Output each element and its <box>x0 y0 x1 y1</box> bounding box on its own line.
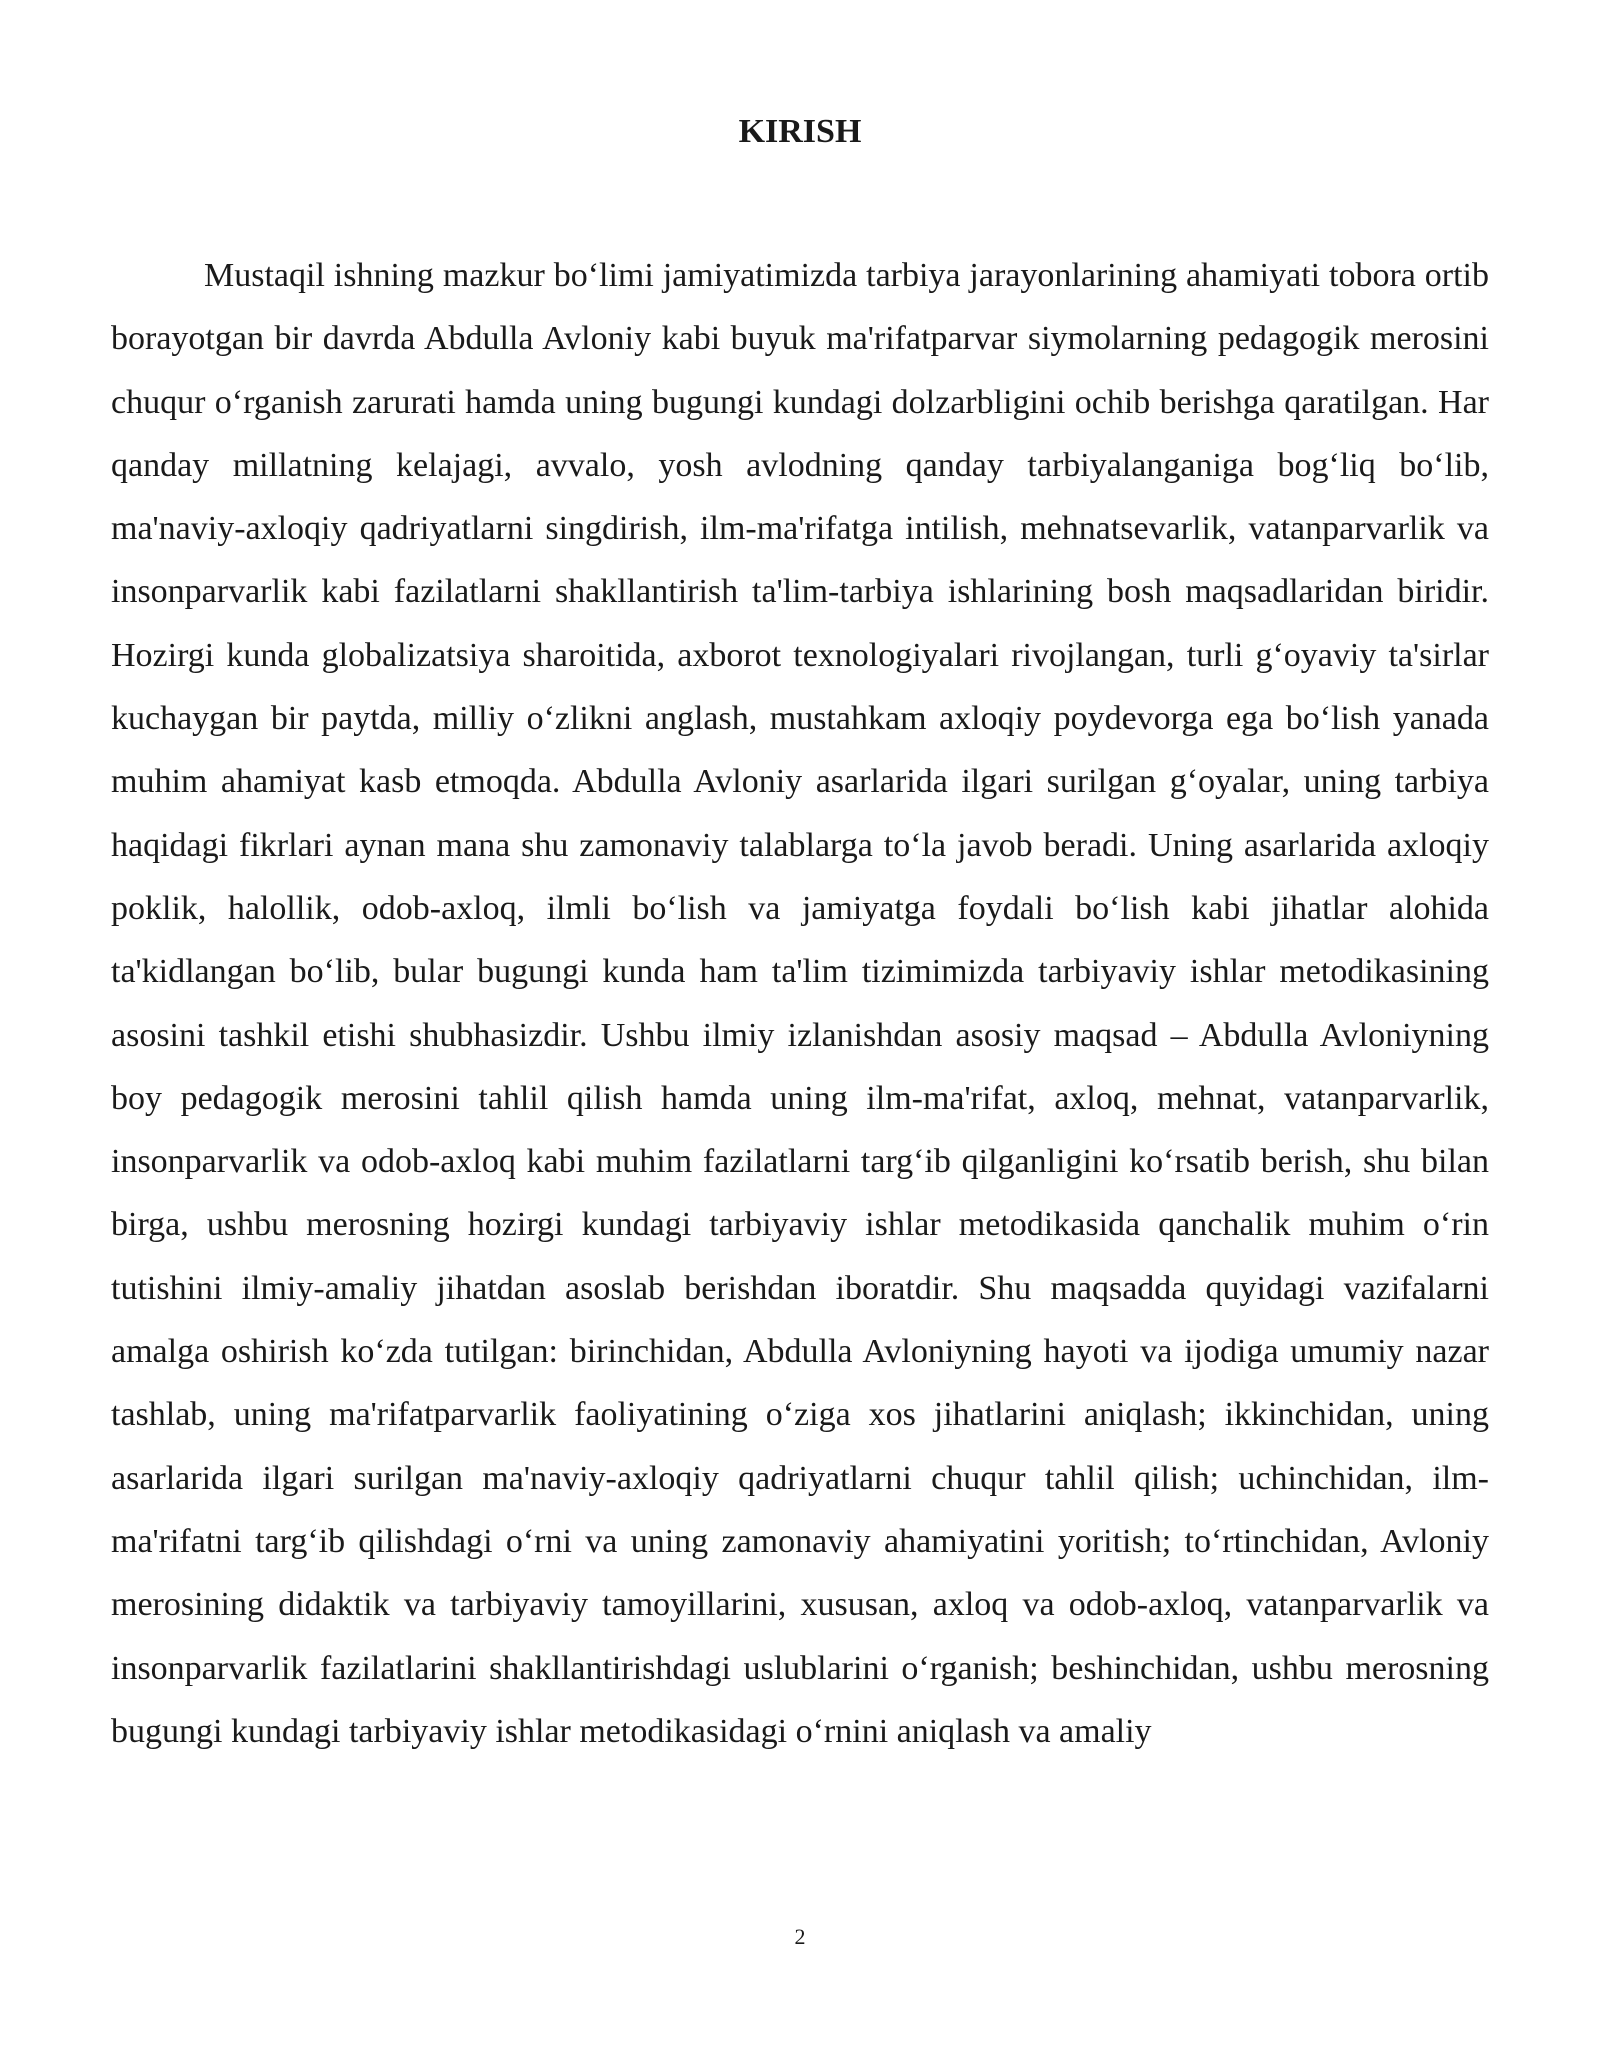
page-number: 2 <box>794 1924 806 1949</box>
page-title: KIRISH <box>738 113 862 150</box>
body-paragraph: Mustaqil ishning mazkur bo‘limi jamiyatimizda tarbiya jarayonlarining ahamiyati tobora ortib borayotgan bir davrda Abdulla Avloniy kabi buyuk ma'rifatparvar siymolarning pedagogik merosini chuqur o‘rganish zarurati hamda uning bugungi kundagi dolzarbligini ochib berishga qaratilgan. Har qanday millatning kelajagi, avvalo, yosh avlodning qanday tarbiyalanganiga bog‘liq bo‘lib, ma'naviy-axloqiy qadriyatlarni singdirish, ilm-ma'rifatga intilish, mehnatsevarlik, vatanparvarlik va insonparvarlik kabi fazilatlarni shakllantirish ta'lim-tarbiya ishlarining bosh maqsadlaridan biridir. Hozirgi kunda globalizatsiya sharoitida, axborot texnologiyalari rivojlangan, turli g‘oyaviy ta'sirlar kuchaygan bir paytda, milliy o‘zlikni anglash, mustahkam axloqiy poydevorga ega bo‘lish yanada muhim ahamiyat kasb etmoqda. Abdulla Avloniy asarlarida ilgari surilgan g‘oyalar, uning tarbiya haqidagi fikrlari aynan mana shu zamonaviy talablarga to‘la javob beradi. Uning asarlarida axloqiy poklik, halollik, odob-axloq, ilmli bo‘lish va jamiyatga foydali bo‘lish kabi jihatlar alohida ta'kidlangan bo‘lib, bular bugungi kunda ham ta'lim tizimimizda tarbiyaviy ishlar metodikasining asosini tashkil etishi shubhasizdir. Ushbu ilmiy izlanishdan asosiy maqsad – Abdulla Avloniyning boy pedagogik merosini tahlil qilish hamda uning ilm-ma'rifat, axloq, mehnat, vatanparvarlik, insonparvarlik va odob-axloq kabi muhim fazilatlarni targ‘ib qilganligini ko‘rsatib berish, shu bilan birga, ushbu merosning hozirgi kundagi tarbiyaviy ishlar metodikasida qanchalik muhim o‘rin tutishini ilmiy-amaliy jihatdan asoslab berishdan iboratdir. Shu maqsadda quyidagi vazifalarni amalga oshirish ko‘zda tutilgan: birinchidan, Abdulla Avloniyning hayoti va ijodiga umumiy nazar tashlab, uning ma'rifatparvarlik faoliyatining o‘ziga xos jihatlarini aniqlash; ikkinchidan, uning asarlarida ilgari surilgan ma'naviy-axloqiy qadriyatlarni chuqur tahlil qilish; uchinchidan, ilm-ma'rifatni targ‘ib qilishdagi o‘rni va uning zamonaviy ahamiyatini yoritish; to‘rtinchidan, Avloniy merosining didaktik va tarbiyaviy tamoyillarini, xususan, axloq va odob-axloq, vatanparvarlik va insonparvarlik fazilatlarini shakllantirishdagi uslublarini o‘rganish; beshinchidan, ushbu merosning bugungi kundagi tarbiyaviy ishlar metodikasidagi o‘rnini aniqlash va amaliy <box>111 257 1489 1750</box>
